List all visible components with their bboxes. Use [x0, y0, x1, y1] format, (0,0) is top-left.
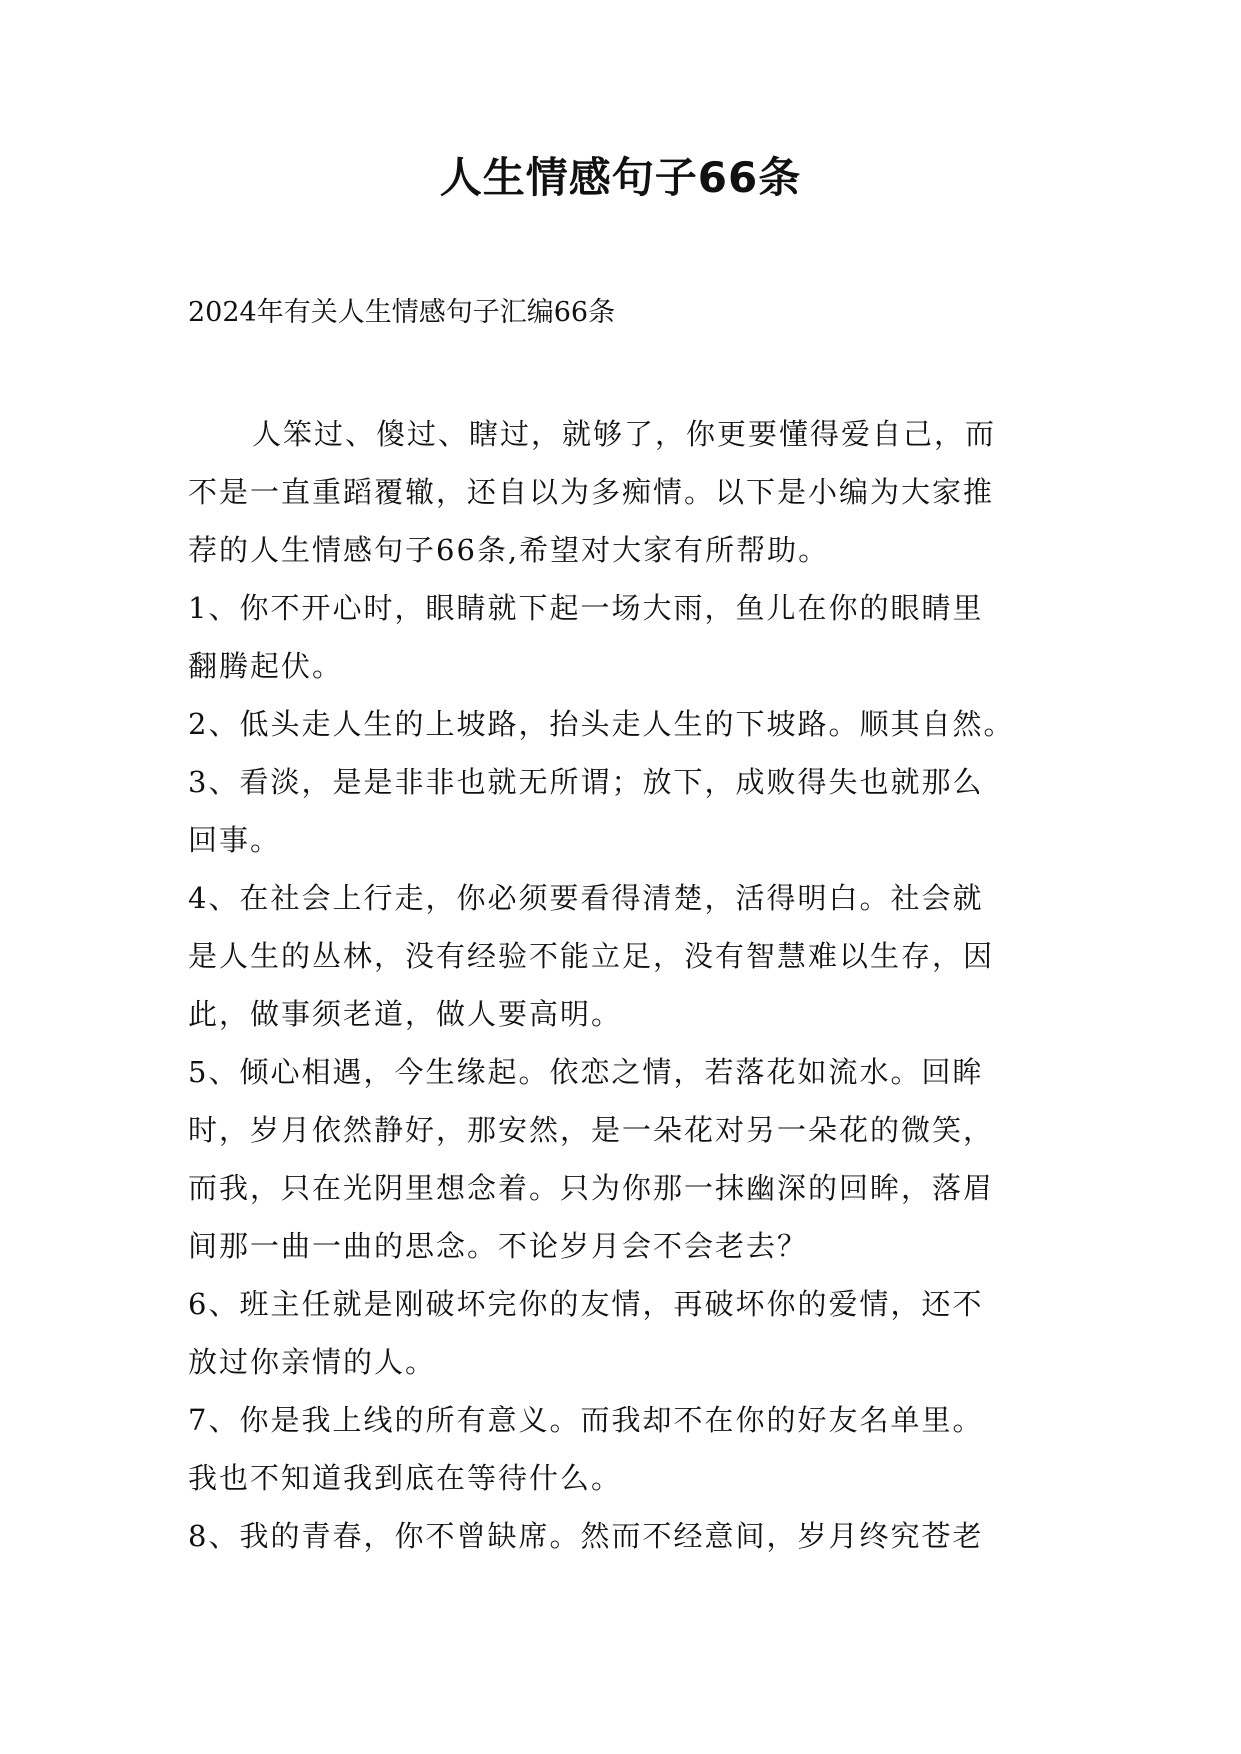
body-line: 1、你不开心时，眼睛就下起一场大雨，鱼儿在你的眼睛里 [188, 591, 984, 625]
body-line: 而我，只在光阴里想念着。只为你那一抹幽深的回眸，落眉 [188, 1171, 995, 1205]
document-subtitle: 2024年有关人生情感句子汇编66条 [188, 297, 616, 328]
body-line: 不是一直重蹈覆辙，还自以为多痴情。以下是小编为大家推 [188, 475, 995, 509]
body-line: 回事。 [188, 823, 282, 857]
document-body [188, 405, 1078, 1565]
body-line: 是人生的丛林，没有经验不能立足，没有智慧难以生存，因 [188, 939, 995, 973]
body-line: 放过你亲情的人。 [188, 1345, 437, 1379]
body-line: 荐的人生情感句子66条,希望对大家有所帮助。 [188, 533, 830, 567]
body-line: 人笨过、傻过、瞎过，就够了，你更要懂得爱自己，而 [252, 417, 997, 451]
body-line: 7、你是我上线的所有意义。而我却不在你的好友名单里。 [188, 1403, 984, 1437]
body-line: 时，岁月依然静好，那安然，是一朵花对另一朵花的微笑， [188, 1113, 995, 1147]
body-line: 5、倾心相遇，今生缘起。依恋之情，若落花如流水。回眸 [188, 1055, 984, 1089]
body-line: 翻腾起伏。 [188, 649, 344, 683]
body-line: 6、班主任就是刚破坏完你的友情，再破坏你的爱情，还不 [188, 1287, 984, 1321]
body-line: 8、我的青春，你不曾缺席。然而不经意间，岁月终究苍老 [188, 1519, 984, 1553]
body-line: 间那一曲一曲的思念。不论岁月会不会老去？ [188, 1229, 809, 1263]
body-line: 4、在社会上行走，你必须要看得清楚，活得明白。社会就 [188, 881, 984, 915]
body-line: 此，做事须老道，做人要高明。 [188, 997, 623, 1031]
body-line: 3、看淡，是是非非也就无所谓；放下，成败得失也就那么 [188, 765, 984, 799]
body-line: 我也不知道我到底在等待什么。 [188, 1461, 623, 1495]
body-line: 2、低头走人生的上坡路，抬头走人生的下坡路。顺其自然。 [188, 707, 1015, 741]
document-title: 人生情感句子66条 [439, 153, 802, 202]
